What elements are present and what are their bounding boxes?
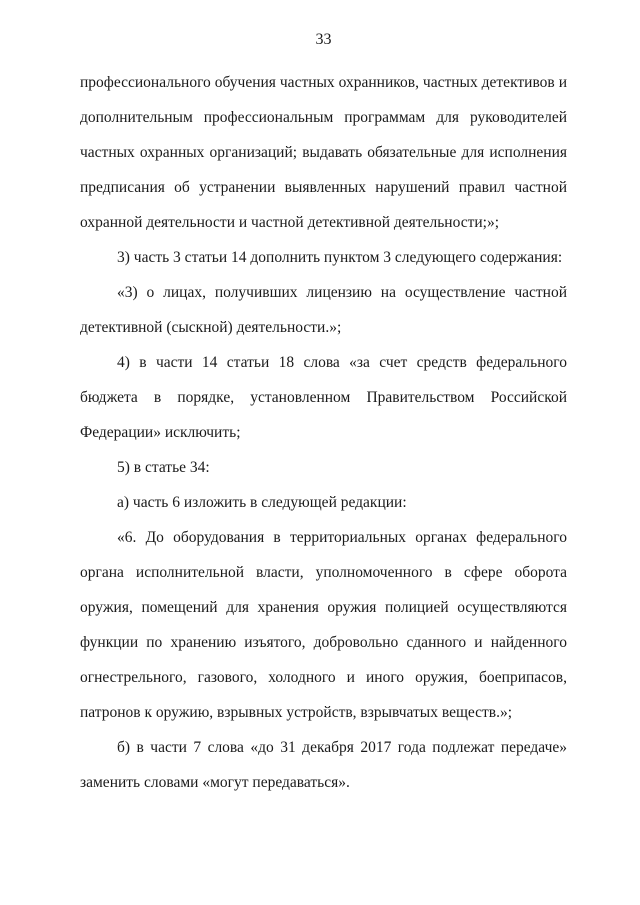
paragraph-continuation: профессионального обучения частных охранников, частных детективов и дополнительным профессиональным программам для руководителей частных охранных организаций; выдавать обязательные для исполнения предписания об устранении выявленных нарушений правил частной охранной деятельности и частной детективной деятельности;»; [80, 74, 567, 231]
paragraph-quote-6: «6. До оборудования в территориальных органах федерального органа исполнительной власти, уполномоченного в сфере оборота оружия, помещений для хранения оружия полицией осуществляются функции по хранению изъятого, добровольно сданного и найденного огнестрельного, газового, холодного и иного оружия, боеприпасов, патронов к оружию, взрывных устройств, взрывчатых веществ.»; [80, 529, 567, 721]
paragraph-subitem-a: а) часть 6 изложить в следующей редакции: [117, 494, 407, 511]
paragraph-item-3: 3) часть 3 статьи 14 дополнить пунктом 3 следующего содержания: [117, 249, 563, 266]
document-body [80, 65, 567, 800]
paragraph-item-4: 4) в части 14 статьи 18 слова «за счет средств федерального бюджета в порядке, установленном Правительством Российской Федерации» исключить; [80, 354, 567, 441]
page-number: 33 [315, 31, 332, 48]
paragraph-item-5: 5) в статье 34: [117, 459, 210, 476]
paragraph-subitem-b: б) в части 7 слова «до 31 декабря 2017 года подлежат передаче» заменить словами «могут передаваться». [80, 739, 567, 791]
paragraph-quote-3: «3) о лицах, получивших лицензию на осуществление частной детективной (сыскной) деятельности.»; [80, 284, 567, 336]
